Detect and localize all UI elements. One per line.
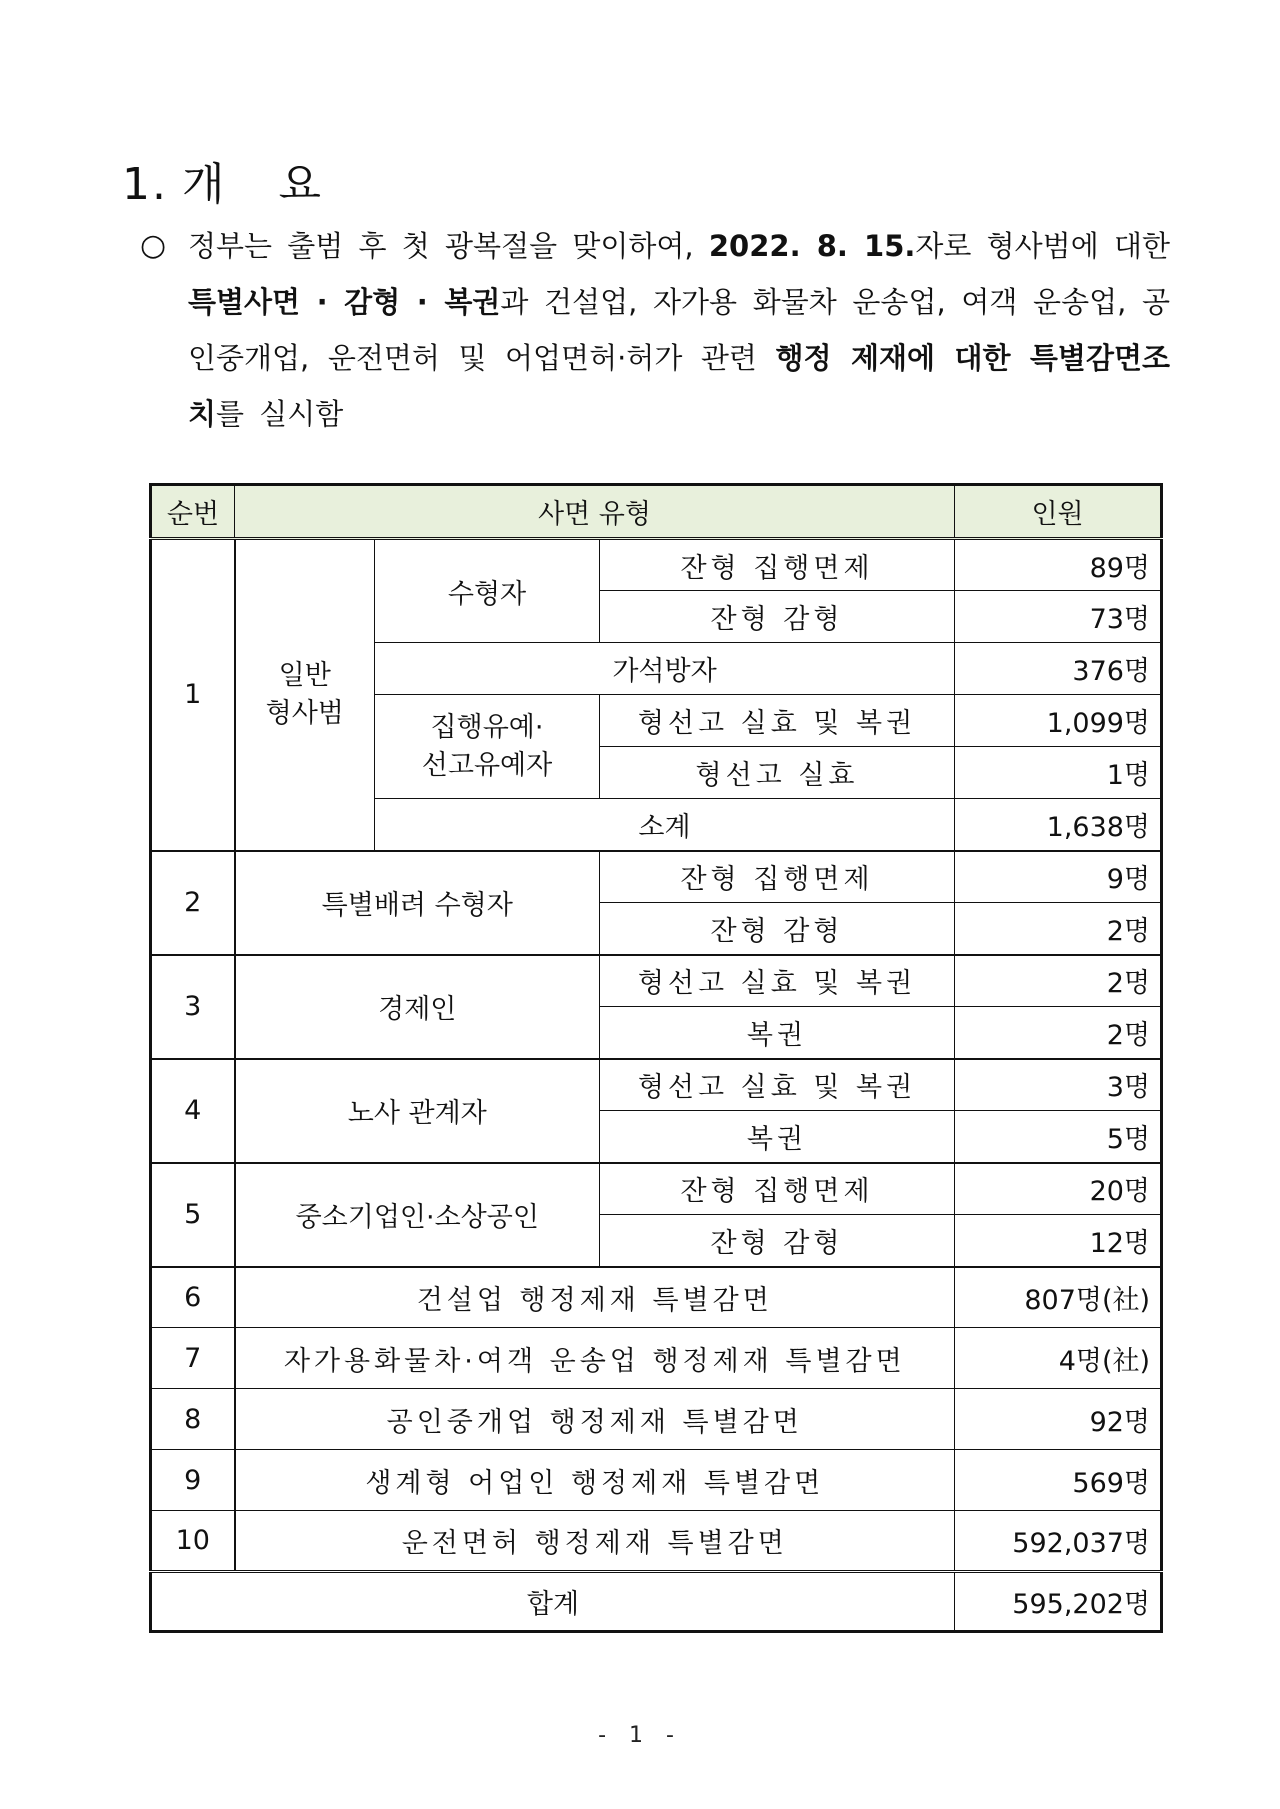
row-no: 4 [151,1059,235,1163]
table-row [151,1328,1162,1389]
row-category: 노사 관계자 [235,1059,600,1163]
row-type: 잔형 집행면제 [600,1163,955,1215]
row-count: 3명 [955,1059,1162,1111]
row-type: 공인중개업 행정제재 특별감면 [235,1389,955,1450]
row-count: 569명 [955,1450,1162,1511]
header-no: 순번 [151,485,235,539]
row-count: 376명 [955,643,1162,695]
table-row [151,955,1162,1007]
total-row [151,1572,1162,1632]
summary-text: 자로 형사범에 대한 [915,229,1170,263]
summary-body [140,218,1170,442]
row-count: 9명 [955,851,1162,903]
summary-emphasis: 특별사면 · 감형 · 복권 [188,285,501,319]
pardon-table [149,483,1163,1633]
total-label: 합계 [151,1572,955,1632]
table-row [151,1059,1162,1111]
table-row [151,539,1162,591]
row-type: 건설업 행정제재 특별감면 [235,1267,955,1328]
row-category: 경제인 [235,955,600,1059]
row-no: 3 [151,955,235,1059]
bullet-circle-icon: ○ [140,228,167,263]
summary-text: 과 건설업, 자가용 화물차 운송업, 여객 운송업, 공인중개업, 운전면허 및 어업면허·허가 관련 [188,285,1171,375]
row-category: 중소기업인·소상공인 [235,1163,600,1267]
row-count: 4명(社) [955,1328,1162,1389]
table-row [151,851,1162,903]
row-type: 잔형 집행면제 [600,851,955,903]
summary-date: 2022. 8. 15. [708,229,916,263]
header-count: 인원 [955,485,1162,539]
header-type: 사면 유형 [235,485,955,539]
row-count: 807명(社) [955,1267,1162,1328]
row-no: 8 [151,1389,235,1450]
row-category: 특별배려 수형자 [235,851,600,955]
summary-text: 를 실시함 [216,397,344,431]
summary-emphasis: 행정 제재에 대한 특별감면조치 [188,341,1170,431]
row-count: 2명 [955,1007,1162,1059]
row-count: 2명 [955,903,1162,955]
row-type: 형선고 실효 및 복권 [600,1059,955,1111]
row-type: 잔형 감형 [600,591,955,643]
row-type: 복권 [600,1007,955,1059]
row-count: 89명 [955,539,1162,591]
row-count: 592,037명 [955,1511,1162,1572]
row-count: 92명 [955,1389,1162,1450]
table-row [151,1389,1162,1450]
row-count: 20명 [955,1163,1162,1215]
row-count: 1명 [955,747,1162,799]
row-type: 복권 [600,1111,955,1163]
row-type: 운전면허 행정제재 특별감면 [235,1511,955,1572]
summary-paragraph [140,218,1170,442]
row-type: 잔형 감형 [600,903,955,955]
row-count: 5명 [955,1111,1162,1163]
row-no: 1 [151,539,235,851]
page-number: - 1 - [598,1723,682,1748]
section-heading: 개 요 [181,159,341,210]
table-row [151,1163,1162,1215]
row-no: 10 [151,1511,235,1572]
row-subcategory: 수형자 [375,539,600,643]
table-header-row [151,485,1162,539]
section-title [122,148,341,212]
row-type: 잔형 집행면제 [600,539,955,591]
row-count: 2명 [955,955,1162,1007]
row-subtotal-count: 1,638명 [955,799,1162,851]
table-row [151,1267,1162,1328]
row-type: 자가용화물차·여객 운송업 행정제재 특별감면 [235,1328,955,1389]
row-type: 형선고 실효 [600,747,955,799]
row-category: 일반 형사범 [235,539,375,851]
row-type: 형선고 실효 및 복권 [600,955,955,1007]
row-no: 5 [151,1163,235,1267]
row-subtotal-label: 소계 [375,799,955,851]
row-type: 가석방자 [375,643,955,695]
summary-text: 정부는 출범 후 첫 광복절을 맞이하여, [188,229,709,263]
row-type: 생계형 어업인 행정제재 특별감면 [235,1450,955,1511]
row-no: 9 [151,1450,235,1511]
section-number: 1. [122,159,168,210]
row-type: 잔형 감형 [600,1215,955,1267]
table-row [151,1450,1162,1511]
row-type: 형선고 실효 및 복권 [600,695,955,747]
row-subcategory: 집행유예· 선고유예자 [375,695,600,799]
row-no: 2 [151,851,235,955]
table-row [151,1511,1162,1572]
row-no: 7 [151,1328,235,1389]
row-count: 73명 [955,591,1162,643]
row-no: 6 [151,1267,235,1328]
row-count: 1,099명 [955,695,1162,747]
total-count: 595,202명 [955,1572,1162,1632]
row-count: 12명 [955,1215,1162,1267]
